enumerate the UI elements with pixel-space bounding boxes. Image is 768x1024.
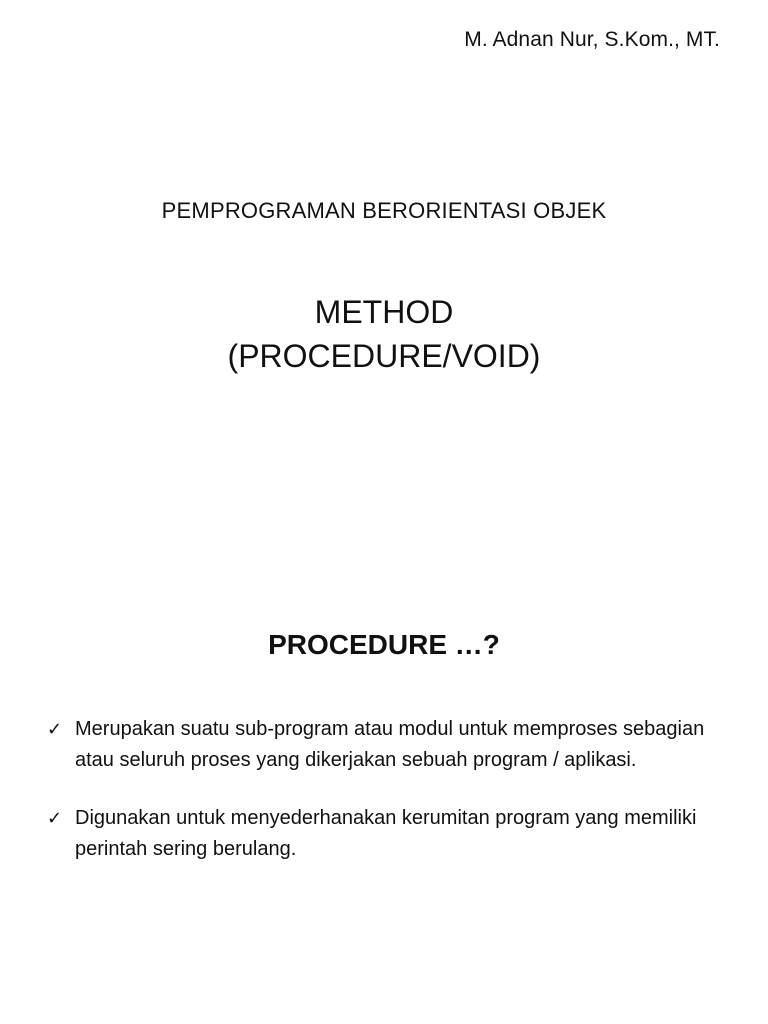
bullet-text: Digunakan untuk menyederhanakan kerumitan program yang memiliki perintah sering berulang.: [75, 807, 697, 860]
check-icon: ✓: [47, 719, 63, 739]
bullet-list: [47, 714, 737, 892]
section-heading: PROCEDURE …?: [268, 629, 500, 660]
check-icon: ✓: [47, 808, 63, 828]
author-name: M. Adnan Nur, S.Kom., MT.: [464, 28, 720, 51]
course-title: PEMPROGRAMAN BERORIENTASI OBJEK: [161, 198, 607, 223]
topic-title-line-2: (PROCEDURE/VOID): [227, 338, 541, 374]
bullet-item: [47, 803, 737, 865]
bullet-text: Merupakan suatu sub-program atau modul untuk memproses sebagian atau seluruh proses yang dikerjakan sebuah program / aplikasi.: [75, 718, 705, 771]
content-slide: [0, 512, 768, 1024]
topic-title-line-1: METHOD: [314, 294, 454, 330]
bullet-item: [47, 714, 737, 776]
topic-title: [0, 290, 768, 378]
